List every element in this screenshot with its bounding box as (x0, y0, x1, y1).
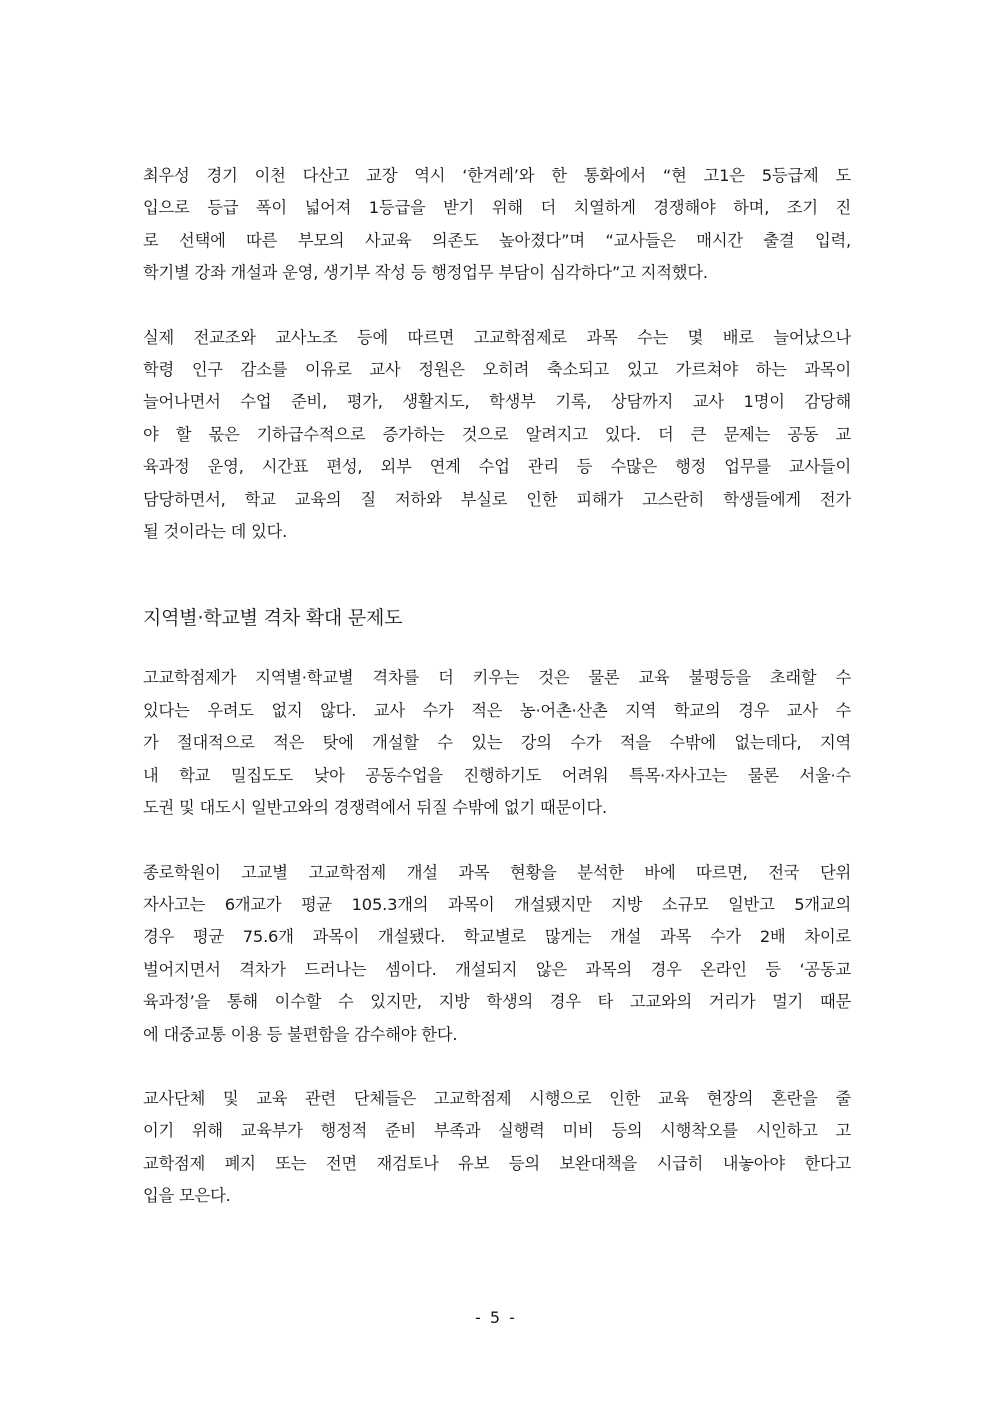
paragraph-4-line: 경우 평균 75.6개 과목이 개설됐다. 학교별로 많게는 개설 과목 수가 2배 차이로 (143, 927, 851, 947)
paragraph-3-line: 가 절대적으로 적은 탓에 개설할 수 있는 강의 수가 적을 수밖에 없는데다, 지역 (143, 733, 851, 753)
paragraph-3 (143, 662, 851, 824)
paragraph-2-line: 육과정 운영, 시간표 편성, 외부 연계 수업 관리 등 수많은 행정 업무를 교사들이 (143, 457, 851, 477)
paragraph-4-line: 종로학원이 고교별 고교학점제 개설 과목 현황을 분석한 바에 따르면, 전국 단위 (143, 862, 851, 882)
paragraph-5-line: 교사단체 및 교육 관련 단체들은 고교학점제 시행으로 인한 교육 현장의 혼란을 줄 (143, 1088, 851, 1108)
paragraph-2 (143, 322, 851, 549)
paragraph-3-line: 도권 및 대도시 일반고와의 경쟁력에서 뒤질 수밖에 없기 때문이다. (143, 798, 608, 818)
paragraph-2-line: 학령 인구 감소를 이유로 교사 정원은 오히려 축소되고 있고 가르쳐야 하는 과목이 (143, 360, 851, 380)
paragraph-4-line: 자사고는 6개교가 평균 105.3개의 과목이 개설됐지만 지방 소규모 일반고 5개교의 (143, 894, 851, 914)
page-number: - 5 - (475, 1308, 517, 1327)
paragraph-4 (143, 857, 851, 1051)
paragraph-3-line: 있다는 우려도 없지 않다. 교사 수가 적은 농·어촌·산촌 지역 학교의 경우 교사 수 (143, 700, 851, 720)
paragraph-5-line: 교학점제 폐지 또는 전면 재검토나 유보 등의 보완대책을 시급히 내놓아야 한다고 (143, 1153, 851, 1173)
paragraph-1 (143, 160, 851, 290)
paragraph-2-line: 늘어나면서 수업 준비, 평가, 생활지도, 학생부 기록, 상담까지 교사 1명이 감당해 (143, 392, 851, 412)
document-body (143, 160, 851, 1213)
paragraph-4-line: 벌어지면서 격차가 드러나는 셈이다. 개설되지 않은 과목의 경우 온라인 등 ‘공동교 (143, 959, 851, 979)
paragraph-2-line: 야 할 몫은 기하급수적으로 증가하는 것으로 알려지고 있다. 더 큰 문제는 공동 교 (143, 424, 851, 444)
paragraph-3-line: 내 학교 밀집도도 낮아 공동수업을 진행하기도 어려워 특목·자사고는 물론 서울·수 (143, 765, 851, 785)
paragraph-5-line: 이기 위해 교육부가 행정적 준비 부족과 실행력 미비 등의 시행착오를 시인하고 고 (143, 1121, 851, 1141)
paragraph-5 (143, 1083, 851, 1213)
paragraph-1-line: 입으로 등급 폭이 넓어져 1등급을 받기 위해 더 치열하게 경쟁해야 하며, 조기 진 (143, 198, 851, 218)
paragraph-4-line: 에 대중교통 이용 등 불편함을 감수해야 한다. (143, 1024, 458, 1044)
paragraph-5-line: 입을 모은다. (143, 1186, 231, 1206)
paragraph-2-line: 실제 전교조와 교사노조 등에 따르면 고교학점제로 과목 수는 몇 배로 늘어났으나 (143, 327, 851, 347)
paragraph-1-line: 최우성 경기 이천 다산고 교장 역시 ‘한겨레’와 한 통화에서 “현 고1은 5등급제 도 (143, 166, 851, 185)
paragraph-2-line: 될 것이라는 데 있다. (143, 522, 288, 542)
paragraph-1-line: 로 선택에 따른 부모의 사교육 의존도 높아졌다”며 “교사들은 매시간 출결 입력, (143, 230, 851, 250)
paragraph-4-line: 육과정’을 통해 이수할 수 있지만, 지방 학생의 경우 타 고교와의 거리가 멀기 때문 (143, 992, 851, 1012)
paragraph-1-line: 학기별 강좌 개설과 운영, 생기부 작성 등 행정업무 부담이 심각하다”고 지적했다. (143, 263, 708, 283)
paragraph-2-line: 담당하면서, 학교 교육의 질 저하와 부실로 인한 피해가 고스란히 학생들에게 전가 (143, 489, 851, 509)
section-heading: 지역별·학교별 격차 확대 문제도 (143, 607, 403, 630)
paragraph-3-line: 고교학점제가 지역별·학교별 격차를 더 키우는 것은 물론 교육 불평등을 초래할 수 (143, 668, 851, 688)
